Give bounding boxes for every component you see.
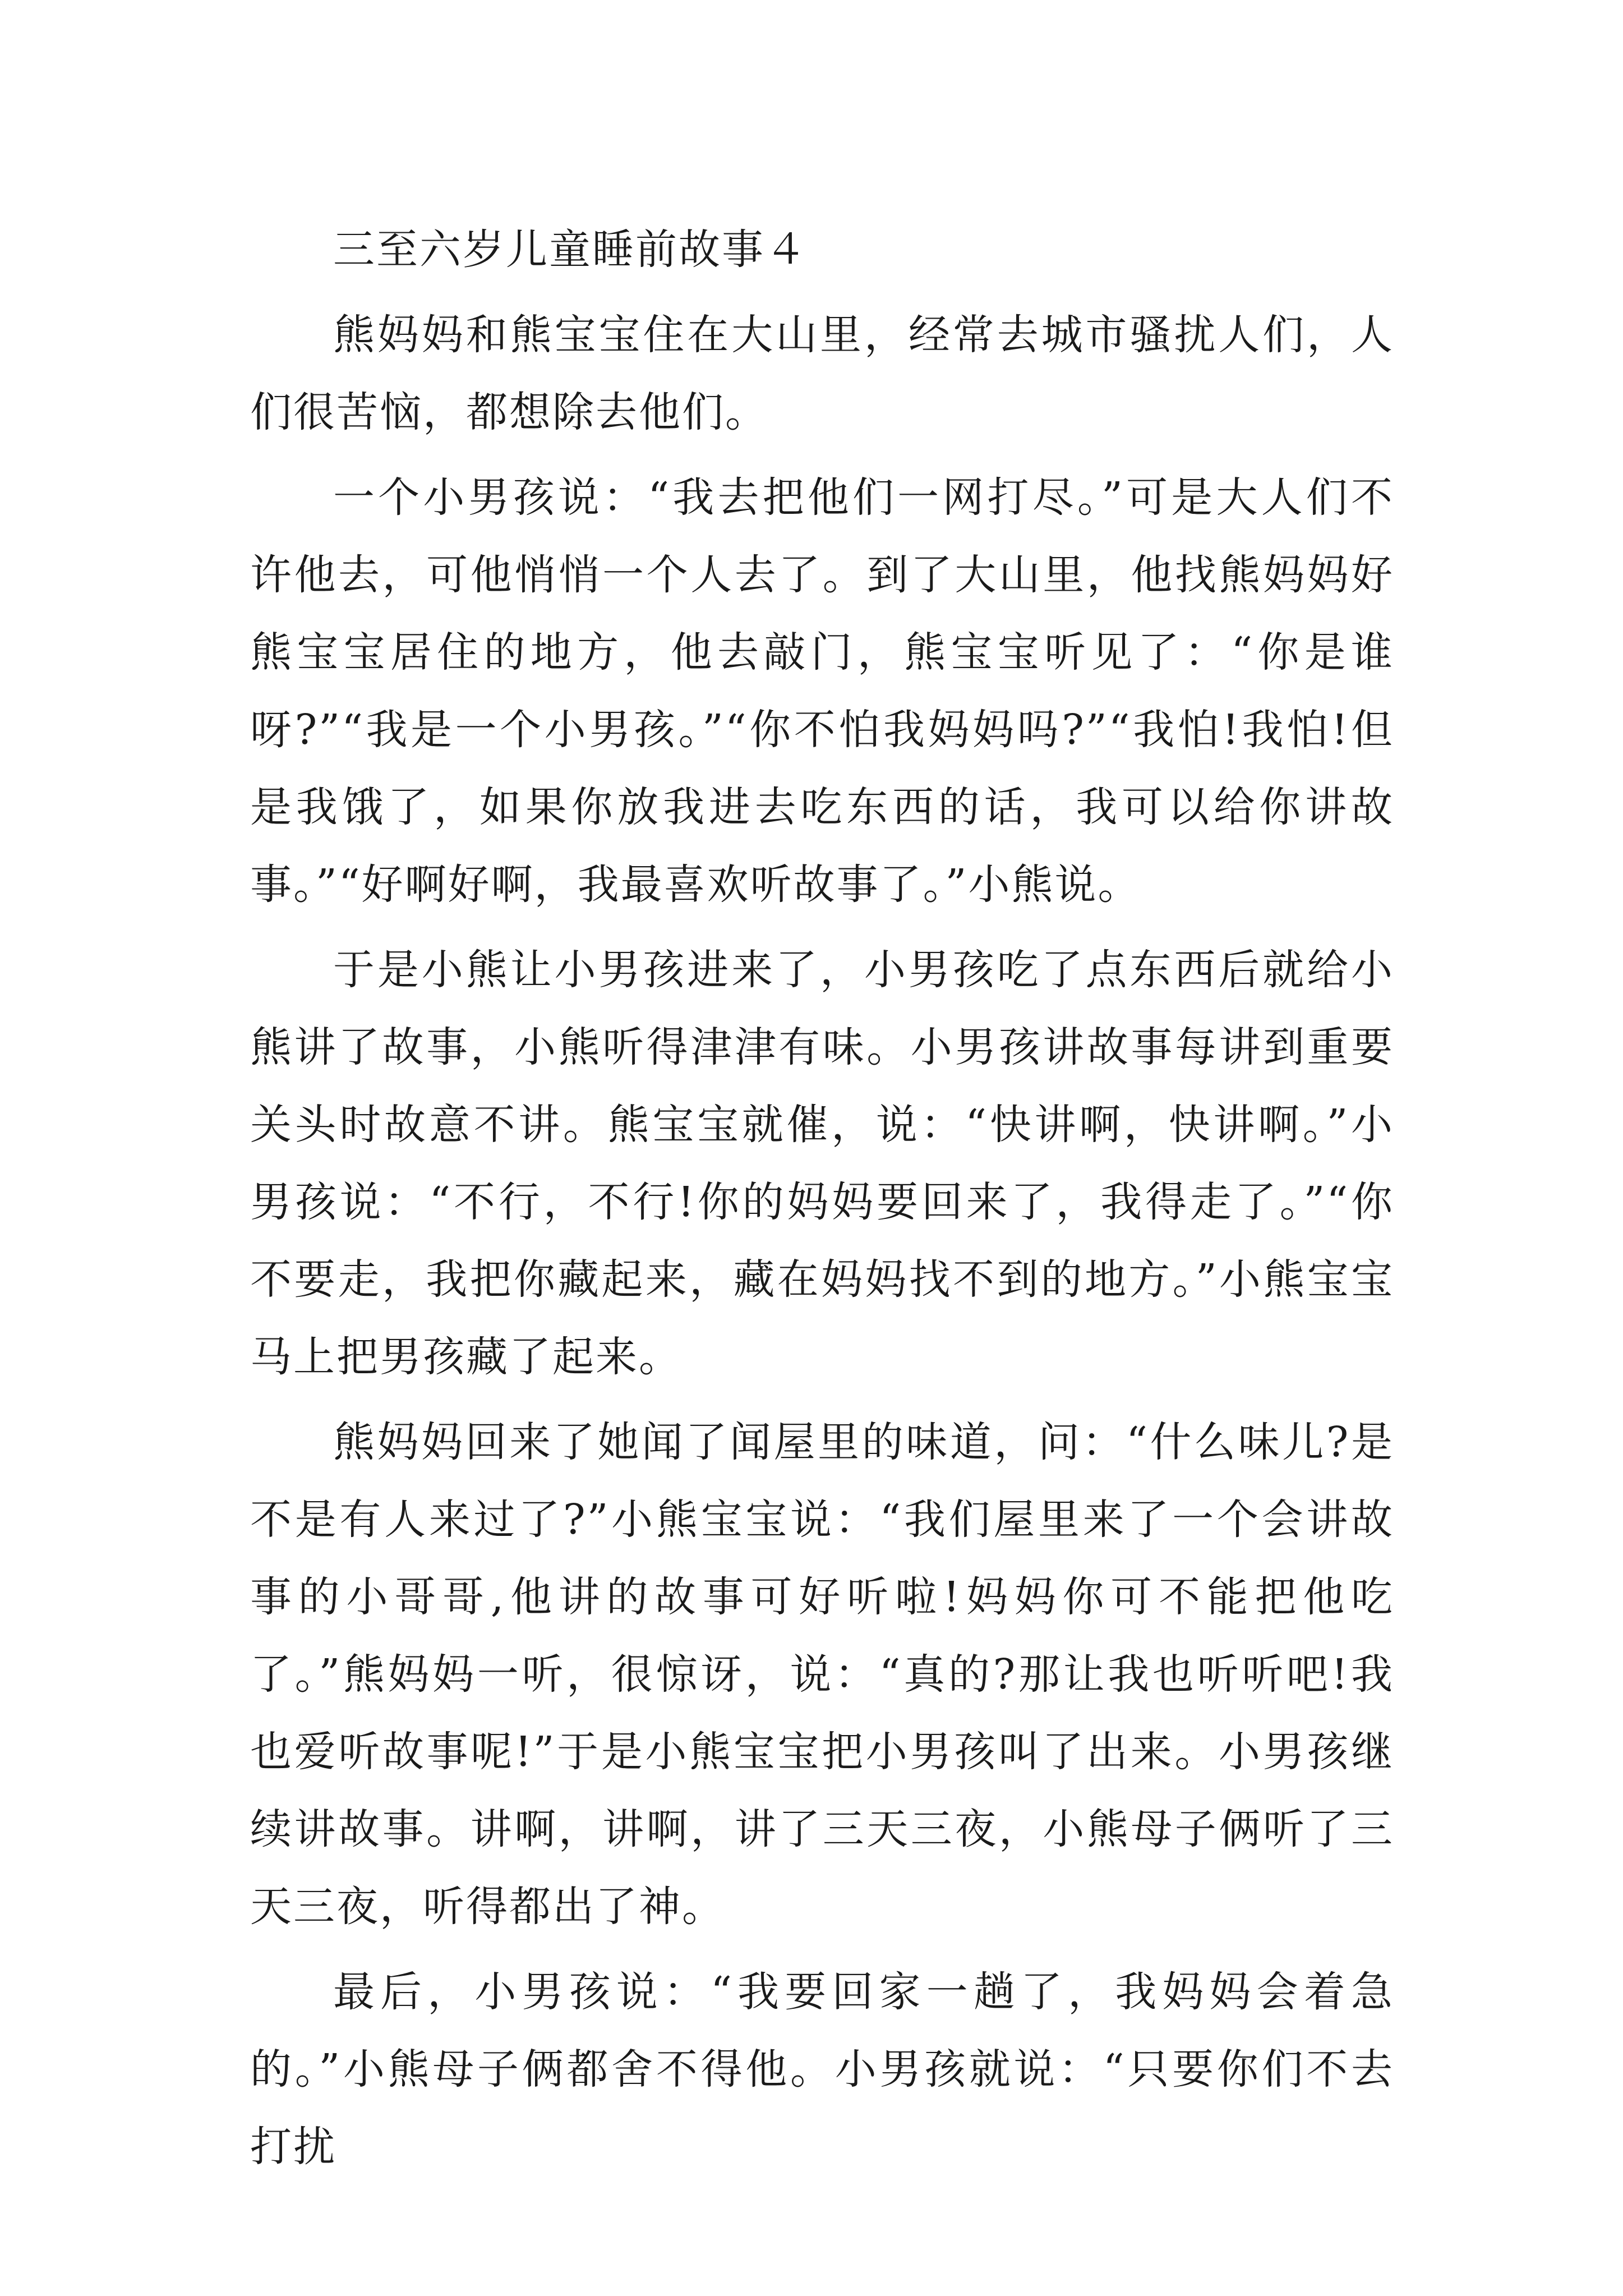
paragraph-5: 最后，小男孩说：“我要回家一趟了，我妈妈会着急的。”小熊母子俩都舍不得他。小男孩就说：“只要你们不去打扰 [250, 1968, 1394, 2171]
paragraph-1: 熊妈妈和熊宝宝住在大山里，经常去城市骚扰人们，人们很苦恼，都想除去他们。 [250, 311, 1394, 436]
document-body [250, 211, 1394, 2185]
spacer [250, 1945, 1394, 1953]
spacer [250, 1396, 1394, 1404]
spacer [250, 451, 1394, 459]
story-title: 三至六岁儿童睡前故事４ [333, 226, 808, 274]
paragraph-3: 于是小熊让小男孩进来了，小男孩吃了点东西后就给小熊讲了故事，小熊听得津津有味。小男孩讲故事每讲到重要关头时故意不讲。熊宝宝就催，说：“快讲啊，快讲啊。”小男孩说：“不行，不行!你的妈妈要回来了，我得走了。”“你不要走，我把你藏起来，藏在妈妈找不到的地方。”小熊宝宝马上把男孩藏了起来。 [250, 946, 1394, 1381]
spacer [250, 288, 1394, 296]
paragraph-2: 一个小男孩说：“我去把他们一网打尽。”可是大人们不许他去，可他悄悄一个人去了。到了大山里，他找熊妈妈好熊宝宝居住的地方，他去敲门，熊宝宝听见了：“你是谁呀?”“我是一个小男孩。”“你不怕我妈妈吗?”“我怕!我怕!但是我饿了，如果你放我进去吃东西的话，我可以给你讲故事。”“好啊好啊，我最喜欢听故事了。”小熊说。 [250, 473, 1394, 909]
spacer [250, 923, 1394, 931]
paragraph-4: 熊妈妈回来了她闻了闻屋里的味道，问：“什么味儿?是不是有人来过了?”小熊宝宝说：“我们屋里来了一个会讲故事的小哥哥,他讲的故事可好听啦!妈妈你可不能把他吃了。”熊妈妈一听，很惊讶，说：“真的?那让我也听听吧!我也爱听故事呢!”于是小熊宝宝把小男孩叫了出来。小男孩继续讲故事。讲啊，讲啊，讲了三天三夜，小熊母子俩听了三天三夜，听得都出了神。 [250, 1418, 1394, 1931]
